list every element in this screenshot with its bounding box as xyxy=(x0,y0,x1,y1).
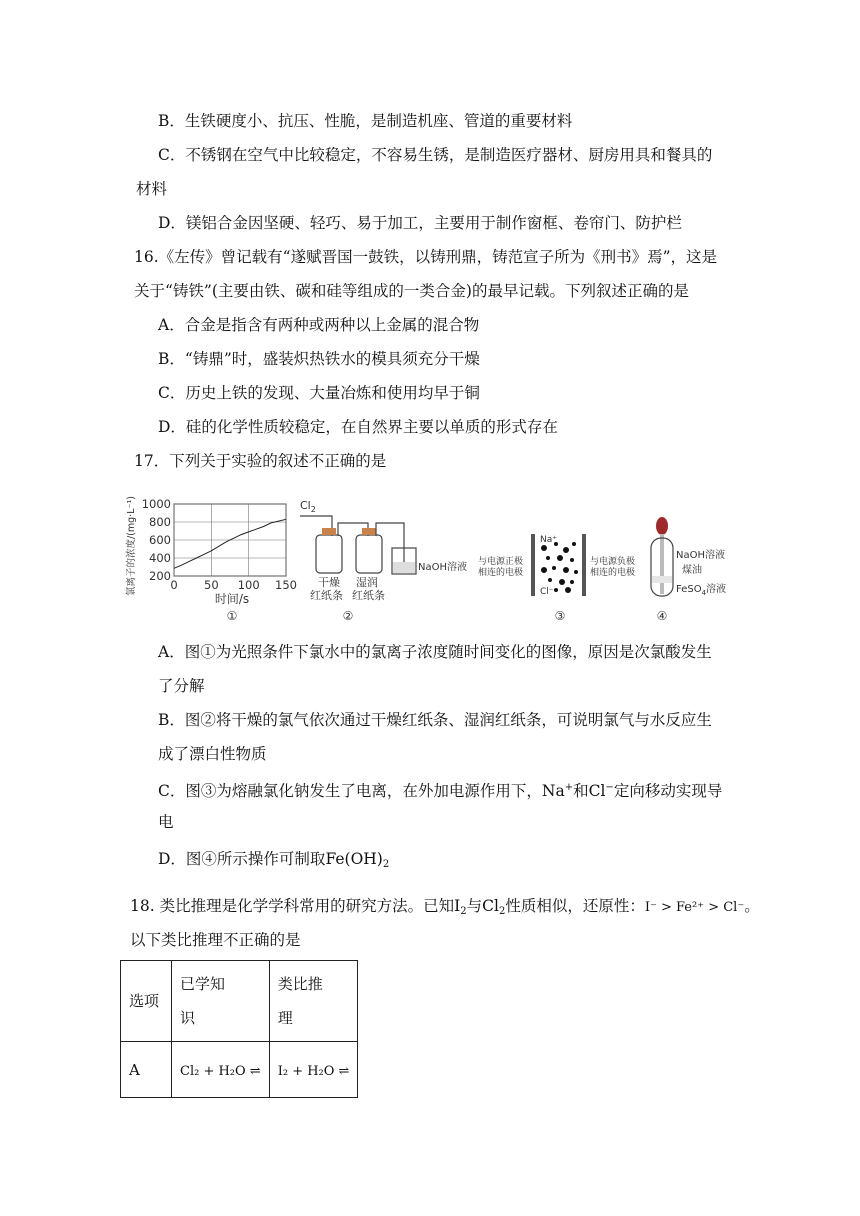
q17-option-c-line1 xyxy=(158,777,722,802)
stopper-wet xyxy=(362,528,376,535)
cl-ion: Cl− xyxy=(588,782,614,800)
q15-option-c-line1: C．不锈钢在空气中比较稳定，不容易生锈，是制造医疗器材、厨房用具和餐具的 xyxy=(158,146,713,164)
q17-experiment-figure xyxy=(120,478,750,626)
reducing-order: I⁻ > Fe²⁺ > Cl⁻ xyxy=(644,900,745,915)
stopper-dry xyxy=(322,528,336,535)
cathode-label-2: 相连的电极 xyxy=(590,568,636,578)
q18-table xyxy=(120,960,358,1098)
naoh-label-2: NaOH溶液 xyxy=(676,550,725,561)
q18-stem-c: 性质相似，还原性： xyxy=(505,897,645,915)
ion-dot xyxy=(565,587,571,593)
chart-y-tick-label: 200 xyxy=(149,569,171,583)
anode-label-1: 与电源正极 xyxy=(478,557,524,567)
ion-dot xyxy=(541,545,547,551)
q18-stem-line1 xyxy=(130,895,760,923)
q17-option-a-line2: 了分解 xyxy=(158,677,205,695)
q17-option-d xyxy=(158,848,389,876)
chart-y-ticks xyxy=(142,497,171,583)
ion-dot xyxy=(570,558,574,562)
q15-option-b: B．生铁硬度小、抗压、性脆，是制造机座、管道的重要材料 xyxy=(158,112,573,130)
ion-dot xyxy=(548,578,552,582)
ion-dot xyxy=(574,570,578,574)
q17-option-b-line1: B．图②将干燥的氯气依次通过干燥红纸条、湿润红纸条，可说明氯气与水反应生 xyxy=(158,711,712,729)
q17-option-c-line2: 电 xyxy=(158,813,174,831)
chart-y-tick-label: 600 xyxy=(149,533,171,547)
q15-option-c-line2: 材料 xyxy=(136,180,168,198)
wet-label-1: 湿润 xyxy=(356,576,378,589)
q16-option-d: D．硅的化学性质较稳定，在自然界主要以单质的形式存在 xyxy=(158,418,558,436)
q16-option-b: B．“铸鼎”时，盛装炽热铁水的模具须充分干燥 xyxy=(158,350,480,368)
ion-dot xyxy=(572,542,576,546)
chart-y-axis-label: 氯离子的浓度/(mg·L⁻¹) xyxy=(126,495,137,597)
gas-bottles-apparatus xyxy=(300,499,467,623)
q17-stem: 17．下列关于实验的叙述不正确的是 xyxy=(134,452,387,470)
row-a-known: Cl₂ + H₂O ⇌ xyxy=(172,1042,270,1098)
cathode-plate xyxy=(582,534,586,596)
chart-x-tick-label: 50 xyxy=(204,578,219,592)
bottle-dry xyxy=(316,535,342,573)
naoh-liquid xyxy=(393,562,415,573)
electrolysis-apparatus xyxy=(478,534,635,623)
feoh2-formula: Fe(OH) xyxy=(325,850,383,868)
ion-dots xyxy=(541,542,578,593)
row-a-analogy: I₂ + H₂O ⇌ xyxy=(269,1042,358,1098)
ion-dot xyxy=(557,555,563,561)
figure-label-2: ② xyxy=(342,609,354,623)
ion-dot xyxy=(541,567,547,573)
chart-x-ticks xyxy=(170,578,297,592)
q17-option-a-line1: A．图①为光照条件下氯水中的氯离子浓度随时间变化的图像，原因是次氯酸发生 xyxy=(158,643,712,661)
oil-label: 煤油 xyxy=(682,565,702,576)
cl2-label: $Cl_2$ xyxy=(300,499,316,514)
naoh-label: NaOH溶液 xyxy=(418,562,467,573)
q17-option-b-line2: 成了漂白性物质 xyxy=(158,745,267,763)
wet-label-2: 红纸条 xyxy=(352,589,385,602)
table-header-row xyxy=(121,961,358,1042)
q17-c-and: 和 xyxy=(573,782,589,800)
q18-stem-line2: 以下类比推理不正确的是 xyxy=(130,931,301,949)
chart-x-axis-label: 时间/s xyxy=(214,592,250,606)
chart-y-tick-label: 400 xyxy=(149,551,171,565)
ion-dot xyxy=(552,566,556,570)
figure-label-1: ① xyxy=(226,609,238,623)
na-ion-label: Na⁺ xyxy=(540,535,557,545)
oil-layer xyxy=(652,576,672,583)
link-tube-2 xyxy=(376,523,404,566)
q16-option-c: C．历史上铁的发现、大量冶炼和使用均早于铜 xyxy=(158,384,480,402)
q17-d-text: D．图④所示操作可制取 xyxy=(158,850,326,868)
dropper-tube xyxy=(660,534,664,594)
anode-label-2: 相连的电极 xyxy=(478,568,524,578)
cl2-formula: $Cl_2$ xyxy=(482,897,506,917)
header-known: 已学知 识 xyxy=(172,961,270,1042)
chart-x-tick-label: 100 xyxy=(237,578,260,592)
figure-label-4: ④ xyxy=(656,609,668,623)
q17-c-text: C．图③为熔融氯化钠发生了电离，在外加电源作用下， xyxy=(158,782,542,800)
test-tube-apparatus xyxy=(651,517,726,623)
bottle-wet xyxy=(356,535,382,573)
ion-dot xyxy=(559,579,565,585)
chart-y-tick-label: 1000 xyxy=(141,497,171,511)
dropper-bulb xyxy=(656,517,668,535)
chloride-chart xyxy=(125,496,297,623)
chart-x-tick-label: 0 xyxy=(170,578,178,592)
ion-dot xyxy=(563,547,569,553)
chart-x-tick-label: 150 xyxy=(275,578,297,592)
header-analogy: 类比推 理 xyxy=(269,961,358,1042)
feoh2-subscript: 2 xyxy=(382,859,390,870)
chart-y-tick-label: 800 xyxy=(149,515,171,529)
header-option: 选项 xyxy=(121,961,172,1042)
q18-stem-b: 与 xyxy=(466,897,483,915)
chart-series-line xyxy=(174,519,286,568)
q17-c-text-end: 定向移动实现导 xyxy=(613,782,723,800)
ion-dot xyxy=(546,556,550,560)
row-a-option: A xyxy=(121,1042,172,1098)
anode-plate xyxy=(531,534,535,596)
table-row xyxy=(121,1042,358,1098)
q16-option-a: A．合金是指含有两种或两种以上金属的混合物 xyxy=(158,316,480,334)
cl-ion-label: Cl⁻ xyxy=(540,587,554,597)
q16-stem-line2: 关于“铸铁”(主要由铁、碳和硅等组成的一类合金)的最早记载。下列叙述正确的是 xyxy=(134,282,689,300)
ion-dot xyxy=(554,588,558,592)
q16-stem-line1: 16.《左传》曾记载有“遂赋晋国一鼓铁，以铸刑鼎，铸范宣子所为《刑书》焉”，这是 xyxy=(134,248,718,266)
dry-label-1: 干燥 xyxy=(318,576,340,589)
feso4-label: FeSO$_4$溶液 xyxy=(676,584,727,597)
q18-stem-d: 。 xyxy=(744,897,760,915)
ion-dot xyxy=(563,567,569,573)
na-ion: Na+ xyxy=(541,782,574,800)
ion-dot xyxy=(570,580,574,584)
dry-label-2: 红纸条 xyxy=(310,589,343,602)
q15-option-d: D．镁铝合金因坚硬、轻巧、易于加工，主要用于制作窗框、卷帘门、防护栏 xyxy=(158,214,682,232)
q18-stem-a: 18. 类比推理是化学学科常用的研究方法。已知 xyxy=(130,897,455,915)
cathode-label-1: 与电源负极 xyxy=(590,557,636,567)
i2-formula: $I_2$ xyxy=(454,897,467,917)
figure-label-3: ③ xyxy=(554,609,566,623)
